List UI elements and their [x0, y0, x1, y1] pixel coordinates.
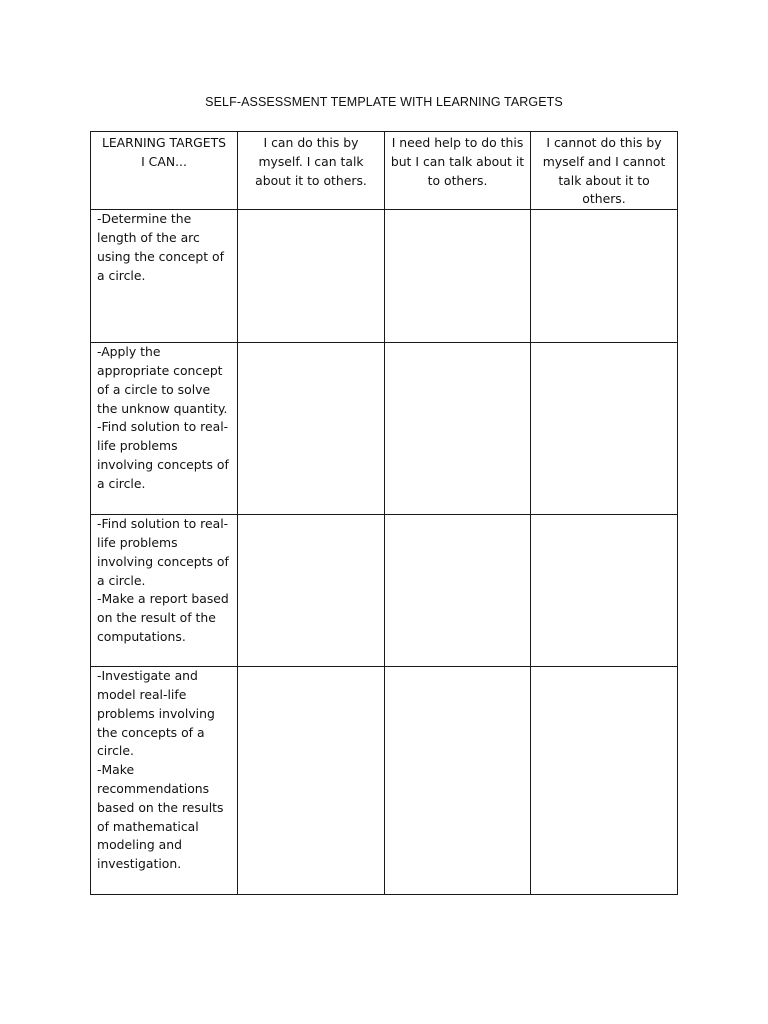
header-line: to others.	[427, 172, 488, 188]
header-line: myself. I can talk	[258, 153, 364, 169]
target-line: involving concepts of	[97, 553, 229, 569]
target-line: the concepts of a	[97, 724, 205, 740]
target-line: of mathematical	[97, 818, 199, 834]
target-line: of a circle to solve	[97, 381, 211, 397]
target-line: problems involving	[97, 705, 215, 721]
rating-cell-need-help[interactable]	[385, 515, 531, 667]
rating-cell-need-help[interactable]	[385, 210, 531, 343]
header-cannot-do	[531, 132, 678, 210]
rating-cell-cannot-do[interactable]	[531, 343, 678, 515]
rating-cell-cannot-do[interactable]	[531, 210, 678, 343]
table-row	[91, 210, 678, 343]
target-line: life problems	[97, 438, 178, 454]
rating-cell-need-help[interactable]	[385, 343, 531, 515]
target-line: appropriate concept	[97, 362, 223, 378]
target-line: -Apply the	[97, 344, 161, 360]
target-line: investigation.	[97, 856, 182, 872]
rating-cell-cannot-do[interactable]	[531, 667, 678, 895]
target-line: -Determine the	[97, 211, 192, 227]
header-line: I cannot do this by	[546, 135, 662, 150]
header-line: but I can talk about it	[390, 153, 525, 169]
header-learning-targets	[91, 132, 238, 210]
rating-cell-can-do[interactable]	[238, 210, 385, 343]
target-line: a circle.	[97, 267, 146, 283]
rating-cell-cannot-do[interactable]	[531, 515, 678, 667]
target-line: using the concept of	[97, 248, 224, 264]
header-can-do-myself	[238, 132, 385, 210]
header-line: I can do this by	[263, 135, 359, 150]
table-row	[91, 343, 678, 515]
header-line: talk about it to	[558, 172, 650, 188]
header-line: LEARNING TARGETS	[101, 135, 227, 150]
header-line: others.	[582, 191, 626, 207]
learning-target-cell	[91, 343, 238, 515]
target-line: based on the results	[97, 799, 224, 815]
target-line: life problems	[97, 534, 178, 550]
target-line: length of the arc	[97, 229, 200, 245]
target-line: -Find solution to real-	[97, 516, 229, 532]
header-line: I need help to do this	[391, 135, 524, 150]
target-line: a circle.	[97, 475, 146, 491]
rating-cell-can-do[interactable]	[238, 667, 385, 895]
target-line: the unknow quantity.	[97, 400, 228, 416]
rating-cell-can-do[interactable]	[238, 515, 385, 667]
page-title: SELF-ASSESSMENT TEMPLATE WITH LEARNING TARGETS	[205, 95, 563, 109]
target-line: modeling and	[97, 837, 182, 853]
target-line: involving concepts of	[97, 456, 229, 472]
target-line: -Find solution to real-	[97, 419, 229, 435]
table-row	[91, 515, 678, 667]
table-row	[91, 667, 678, 895]
learning-target-cell	[91, 210, 238, 343]
target-line: model real-life	[97, 686, 187, 702]
header-line: myself and I cannot	[542, 153, 666, 169]
learning-target-cell	[91, 667, 238, 895]
header-row	[91, 132, 678, 210]
header-need-help	[385, 132, 531, 210]
rating-cell-can-do[interactable]	[238, 343, 385, 515]
target-line: a circle.	[97, 572, 146, 588]
target-line: -Make a report based	[97, 591, 229, 607]
header-line: about it to others.	[255, 172, 367, 188]
rating-cell-need-help[interactable]	[385, 667, 531, 895]
target-line: computations.	[97, 628, 186, 644]
target-line: circle.	[97, 743, 134, 759]
self-assessment-table	[90, 131, 678, 895]
target-line: on the result of the	[97, 610, 216, 626]
learning-target-cell	[91, 515, 238, 667]
target-line: recommendations	[97, 780, 210, 796]
header-line: I CAN...	[141, 153, 187, 169]
target-line: -Investigate and	[97, 668, 198, 684]
target-line: -Make	[97, 762, 135, 778]
